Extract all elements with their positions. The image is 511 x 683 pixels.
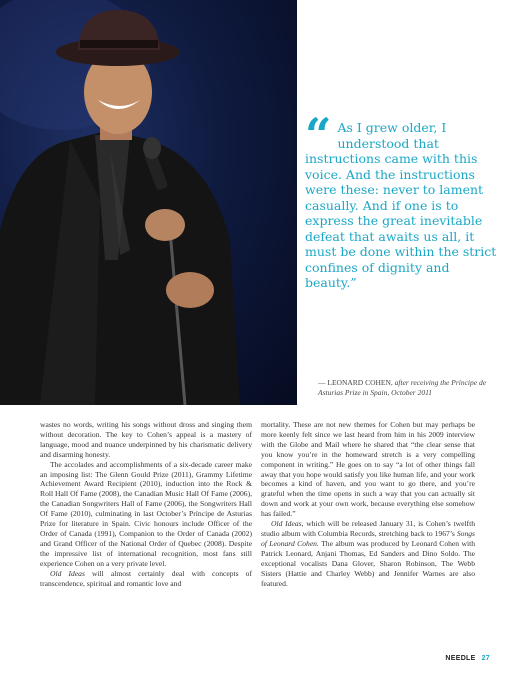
article-column-left [40,420,252,588]
page-footer [445,655,490,662]
paragraph [261,519,475,588]
page-number: 27 [481,655,490,662]
performer-illustration [0,0,297,405]
paragraph-text: The album was produced by Leonard Cohen with Patrick Leonard, Anjani Thomas, Ed Sanders and Dino Soldo. The exceptional vocalists Dana Glover, Sharon Robinson, The Webb Sisters (Hattie and Charley Webb) and Jennifer Warnes are also featured. [261,538,475,588]
quote-attribution [318,378,503,398]
performer-photo [0,0,297,405]
quote-text: As I grew older, I understood that instructions came with this voice. And the instructions were these: never to lament casually. And if one is to express the great inevitable defeat that awaits us all, it must be done within the strict confines of dignity and beauty.” [305,120,497,290]
magazine-name: NEEDLE [445,655,476,662]
article-column-right [261,420,475,588]
pull-quote [305,108,505,291]
paragraph [40,569,252,589]
album-title: Old Ideas [50,568,85,578]
quote-mark-icon: “ [305,108,332,162]
paragraph-text: will almost certainly deal with concepts of transcendence, spiritual and romantic love and [40,568,252,588]
paragraph: mortality. These are not new themes for Cohen but may perhaps be more keenly felt since we last heard from him in his 2009 interview with the Globe and Mail where he shared that “the clear sense that you know you’re in the homeward stretch is a very compelling component in writing.” He goes on to say “a lot of other things fall away that you hope would satisfy you like human life, and your work becomes a kind of haven, and you want to go there, and you’re grateful when the time opens in such a way that you can actually sit down and work at your own work, because everything else somehow has failed.” [261,420,475,519]
album-title: Old Ideas, [271,519,304,529]
paragraph: wastes no words, writing his songs without dross and singing them without decoration. The key to Cohen’s appeal is a mastery of language, mood and nuance underpinned by his charismatic delivery and disarming honesty. [40,420,252,459]
paragraph-text: which will be released January 31, is Cohen’s twelfth studio album with Columbia Records, stretching back to 1967’s [261,519,475,538]
paragraph: The accolades and accomplishments of a six-decade career make an imposing list: The Glenn Gould Prize (2011), Grammy Lifetime Achievement Award Recipient (2010), induction into the Rock & Roll Hall Of Fame (2008), the Canadian Music Hall Of Fame (2006), the Canadian Songwriters Hall of Fame (2006), the Songwriters Hall Of Fame (2010), culminating in last October’s Príncipe de Asturias Prize for literature in Spain. Civic honours include Officer of the Order of Canada (1991), Companion to the Order of Canada (2002) and Grand Officer of the National Order of Quebec (2008). Despite the impressive list of international recognition, most fans still experience Cohen on a very private level. [40,459,252,568]
attribution-name: — LEONARD COHEN, [318,378,393,387]
attribution-detail: after receiving the Príncipe de Asturias Prize in Spain, October 2011 [318,378,487,397]
album-title: Songs of Leonard Cohen. [261,528,475,548]
